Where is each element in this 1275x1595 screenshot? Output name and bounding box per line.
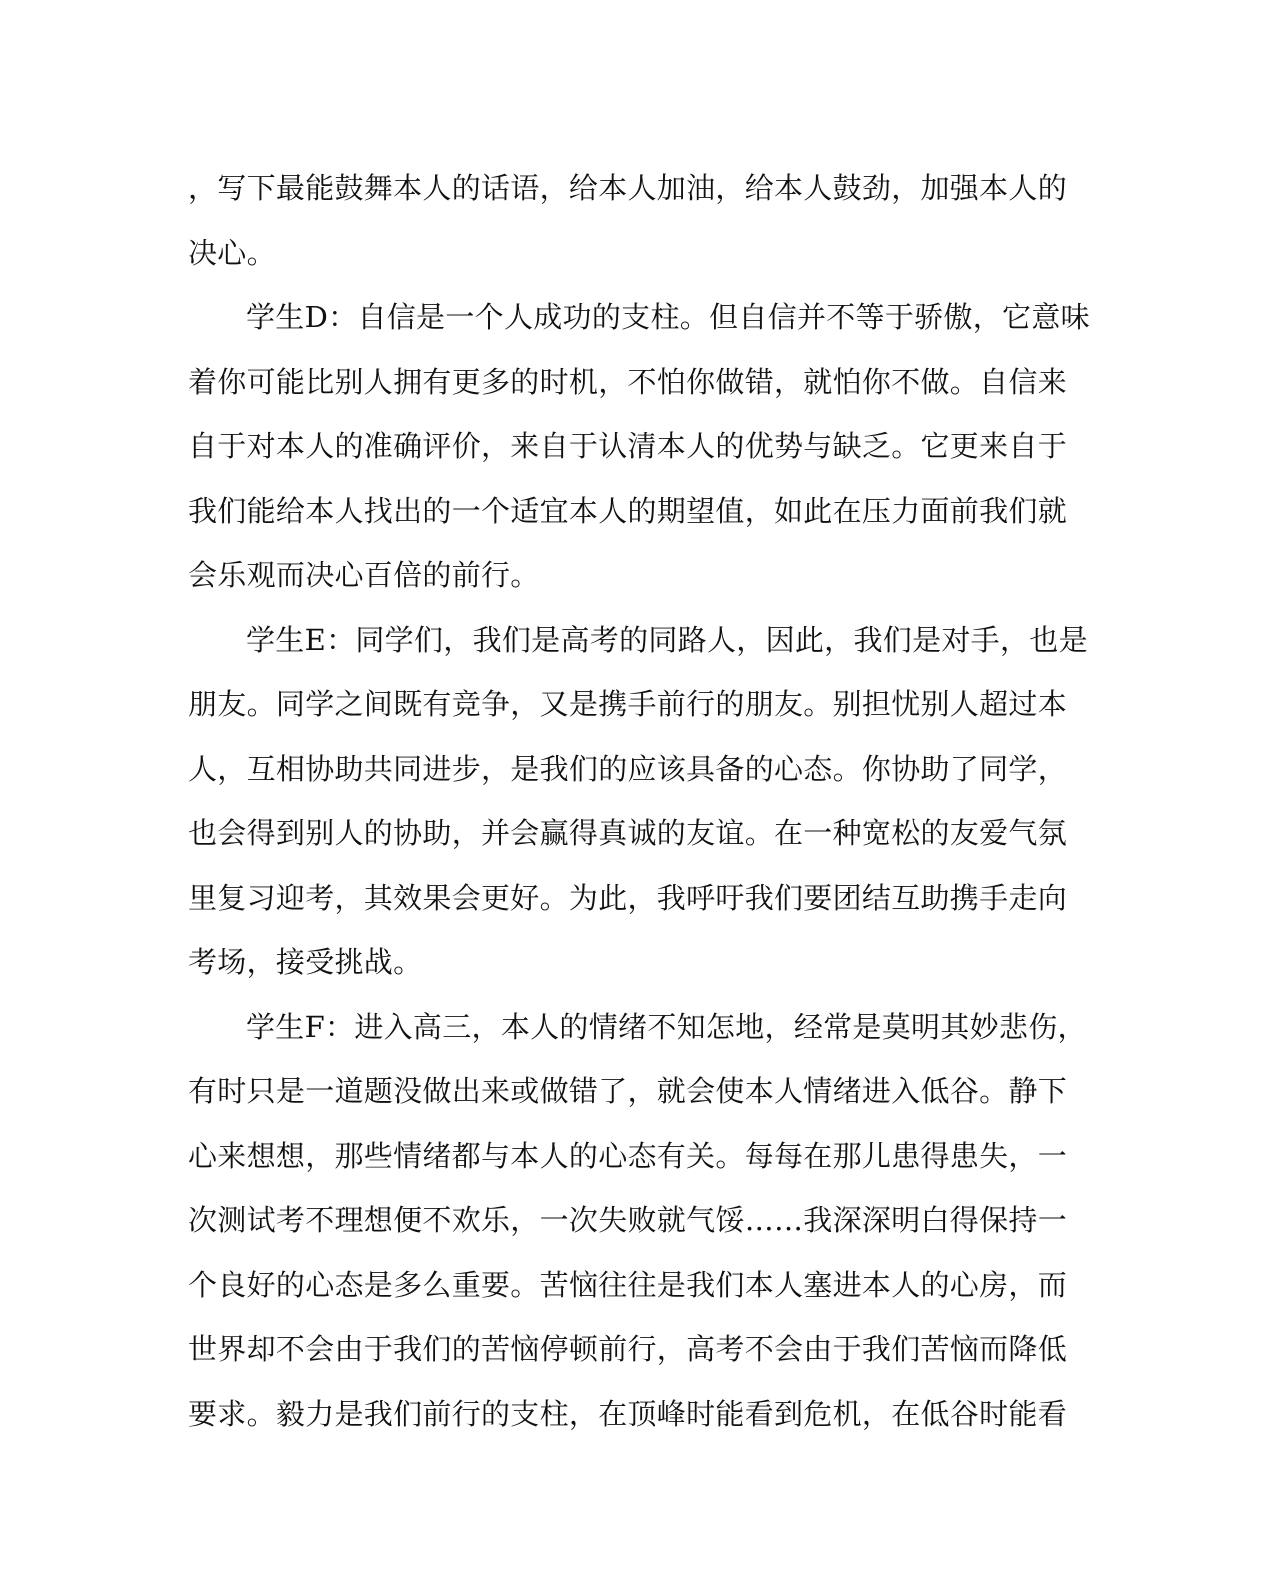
text-line: 着你可能比别人拥有更多的时机，不怕你做错，就怕你不做。自信来: [188, 364, 1068, 399]
text-line: 会乐观而决心百倍的前行。: [188, 558, 540, 592]
text-line: 自于对本人的准确评价，来自于认清本人的优势与缺乏。它更来自于: [188, 429, 1068, 463]
text-line: 里复习迎考，其效果会更好。为此，我呼吁我们要团结互助携手走向: [188, 880, 1068, 915]
text-line: 心来想想，那些情绪都与本人的心态有关。每每在那儿患得患失，一: [188, 1138, 1068, 1173]
text-line: 次测试考不理想便不欢乐，一次失败就气馁……我深深明白得保持一: [188, 1203, 1068, 1237]
document-body: [188, 156, 1090, 1446]
text-line: 我们能给本人找出的一个适宜本人的期望值，如此在压力面前我们就: [188, 493, 1068, 528]
text-line: 学生F：进入高三，本人的情绪不知怎地，经常是莫明其妙悲伤，: [246, 1009, 1087, 1044]
text-line: 决心。: [188, 235, 276, 270]
text-line: 学生D：自信是一个人成功的支柱。但自信并不等于骄傲，它意味: [246, 300, 1090, 334]
text-line: 人，互相协助共同进步，是我们的应该具备的心态。你协助了同学，: [188, 751, 1068, 786]
text-line: 学生E：同学们，我们是高考的同路人，因此，我们是对手，也是: [246, 622, 1088, 657]
text-line: 世界却不会由于我们的苦恼停顿前行，高考不会由于我们苦恼而降低: [188, 1332, 1068, 1366]
text-line: 考场，接受挑战。: [188, 945, 423, 979]
text-line: 个良好的心态是多么重要。苦恼往往是我们本人塞进本人的心房，而: [188, 1267, 1068, 1302]
text-line: 也会得到别人的协助，并会赢得真诚的友谊。在一种宽松的友爱气氛: [188, 816, 1068, 850]
text-line: 朋友。同学之间既有竞争，又是携手前行的朋友。别担忧别人超过本: [188, 687, 1068, 721]
text-line: ，写下最能鼓舞本人的话语，给本人加油，给本人鼓劲，加强本人的: [188, 171, 1068, 205]
text-line: 有时只是一道题没做出来或做错了，就会使本人情绪进入低谷。静下: [188, 1074, 1068, 1108]
text-line: 要求。毅力是我们前行的支柱，在顶峰时能看到危机，在低谷时能看: [188, 1396, 1068, 1431]
